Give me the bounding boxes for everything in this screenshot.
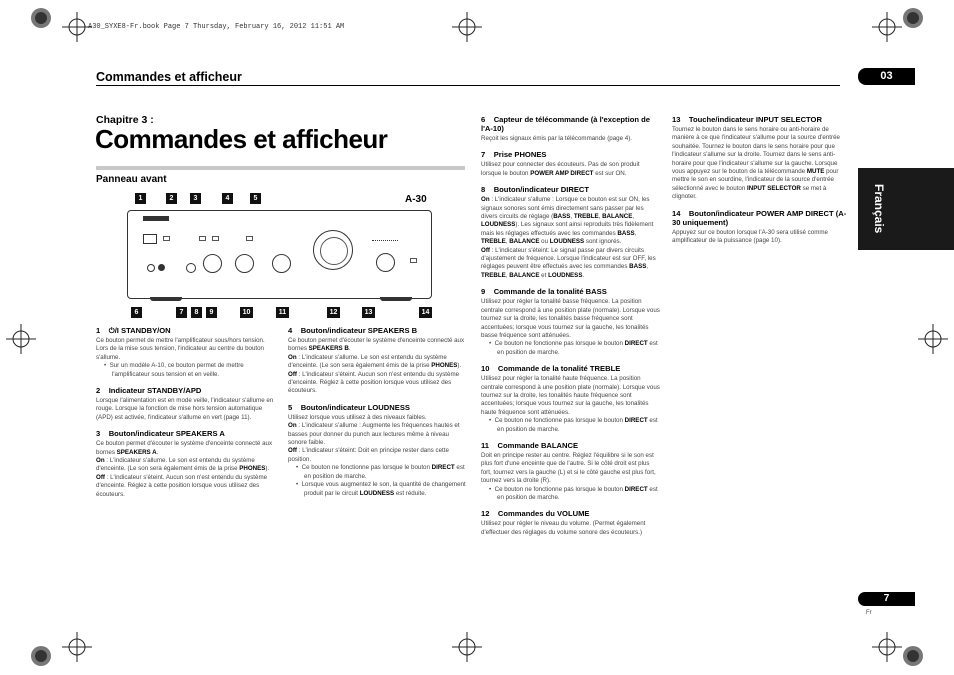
print-info-line: A30_SYXE8-Fr.book Page 7 Thursday, February 16, 2012 11:51 AM — [88, 23, 345, 31]
standby-button — [143, 234, 157, 244]
item-heading: 8 Bouton/indicateur DIRECT — [481, 185, 590, 195]
crosshair-mark — [872, 12, 902, 42]
chapter-number-badge: 03 — [858, 68, 915, 85]
item-heading: 4 Bouton/indicateur SPEAKERS B — [288, 326, 418, 335]
callout-number: 4 — [222, 193, 233, 204]
direct-button — [186, 263, 196, 273]
panel-foot — [150, 297, 182, 301]
phones-jack — [158, 264, 165, 271]
page-number: 7 — [858, 592, 915, 606]
column-2: 4 Bouton/indicateur SPEAKERS B Ce bouton permet d'écouter le système d'enceinte connecté aux bornes SPEAKERS B. On : L'indicateur s'allume. Le son est entendu du système d'enceinte. (Le son sera également émis de la prise PHONES). Off : L'indicateur s'éteint. Aucun son n'est entendu du système d'enceinte. Réglez à cette position lorsque vous utilisez des écouteurs. 5 Bouton/indicateur LOUDNESS Utilisez lorsque vous utilisez à des niveaux faibles. On : L'indicateur s'allume : Augmente les fréquences hautes et basses pour donner du punch aux lectures même à niveau sonore faible. Off : L'indicateur s'éteint: Doit en principe rester dans cette position. • Ce bouton ne fonctionne pas lorsque le bouton DIRECT est en position de marche. • Lorsque vous augmentez le son, la quantité de changement produit par le circuit LOUDNESS est réduite. — [288, 326, 466, 497]
title-rule — [96, 166, 465, 170]
model-label: A-30 — [405, 194, 427, 205]
crosshair-mark — [6, 324, 36, 354]
speakers-b-indicator — [212, 236, 219, 241]
item-heading: 12 Commandes du VOLUME — [481, 509, 590, 519]
registration-mark — [902, 645, 924, 667]
column-3: 6 Capteur de télécommande (à l'exception de l'A-10) Reçoit les signaux émis par la télécommande (page 4). 7 Prise PHONES Utilisez pour connecter des écouteurs. Pas de son produit lorsque le bouton POWER AMP DIRECT est sur ON. 8 Bouton/indicateur DIRECT On : L'indicateur s'allume : Lorsque ce bouton est sur ON, les signaux sonores sont émis directement sans passer par les divers circuits de réglage (BASS, TREBLE, BALANCE, LOUDNESS). Les signaux sont ainsi reproduits très fidèlement mais les réglages effectués avec les commandes BASS, TREBLE, BALANCE ou LOUDNESS sont ignorés. Off : L'indicateur s'éteint: Le signal passe par divers circuits d'ajustement de fréquence. Lorsque l'indicateur est sur OFF, les réglages peuvent être effectués avec les commandes BASS, TREBLE, BALANCE et LOUDNESS. 9 Commande de la tonalité BASS Utilisez pour régler la tonalité basse fréquence. La position centrale correspond à une position plate (normale). Lorsque vous tournez sur la droite, les tonalités basse fréquence sont accentuées; lorsque vous tournez sur la gauche, les tonalités basse fréquence sont atténuées. • Ce bouton ne fonctionne pas lorsque le bouton DIRECT est en position de marche. 10 Commande de la tonalité TREBLE Utilisez pour régler la tonalité haute fréquence. La position centrale correspond à une position plate (normale). Lorsque vous tournez sur la droite, les tonalités haute fréquence sont accentuées; lorsque vous tournez sur la gauche, les tonalités haute fréquence sont atténuées. • Ce bouton ne fonctionne pas lorsque le bouton DIRECT est en position de marche. 11 Commande BALANCE Doit en principe rester au centre. Réglez l'équilibre si le son est plus fort d'une enceinte que de l'autre. Si le côté droit est plus fort, tournez vers la gauche (L) et si le côté gauche est plus fort, tournez vers la droite (R). • Ce bouton ne fonctionne pas lorsque le bouton DIRECT est en position de marche. 12 Commandes du VOLUME Utilisez pour régler le niveau du volume. (Permet également d'effectuer des réglages du volume sonore des écouteurs.) — [481, 115, 660, 536]
callout-number: 14 — [419, 307, 432, 318]
registration-mark — [30, 645, 52, 667]
callout-number: 13 — [362, 307, 375, 318]
panel-foot — [380, 297, 412, 301]
remote-sensor — [147, 264, 155, 272]
crosshair-mark — [872, 632, 902, 662]
treble-knob — [235, 254, 254, 273]
power-amp-direct-indicator — [410, 258, 417, 263]
callout-number: 1 — [135, 193, 146, 204]
item-heading: 7 Prise PHONES — [481, 150, 547, 160]
page-title: Commandes et afficheur — [95, 124, 388, 154]
pioneer-logo — [143, 216, 169, 221]
balance-knob — [272, 254, 291, 273]
speakers-a-indicator — [199, 236, 206, 241]
input-selector-knob — [376, 253, 395, 272]
callout-number: 8 — [191, 307, 202, 318]
callout-number: 10 — [240, 307, 253, 318]
crosshair-mark — [452, 12, 482, 42]
crosshair-mark — [452, 632, 482, 662]
callout-number: 7 — [176, 307, 187, 318]
standby-indicator — [163, 236, 170, 241]
registration-mark — [30, 7, 52, 29]
callout-number: 9 — [206, 307, 217, 318]
column-1: 1 ⏻/I STANDBY/ON Ce bouton permet de mettre l'amplificateur sous/hors tension. Lors de la mise sous tension, l'indicateur au centre du bouton s'allume. • Sur un modèle A-10, ce bouton permet de mettre l'amplificateur sous tension et en veille. 2 Indicateur STANDBY/APD Lorsque l'alimentation est en mode veille, l'indicateur s'allume en rouge. Lorsque la fonction de mise hors tension automatique (APD) est activée, l'indicateur s'allume en vert (page 11). 3 Bouton/indicateur SPEAKERS A Ce bouton permet d'écouter le système d'enceinte connecté aux bornes SPEAKERS A. On : L'indicateur s'allume. Le son est entendu du système d'enceinte. (Le son sera également émis de la prise PHONES). Off : L'indicateur s'éteint. Aucun son n'est entendu du système d'enceinte. Réglez à cette position lorsque vous utilisez des écouteurs. — [96, 326, 274, 498]
callout-number: 6 — [131, 307, 142, 318]
page-language: Fr — [866, 610, 872, 616]
callout-number: 3 — [190, 193, 201, 204]
callout-number: 5 — [250, 193, 261, 204]
chapter-label: Chapitre 3 : — [96, 114, 154, 126]
registration-mark — [902, 7, 924, 29]
volume-knob-center — [320, 237, 348, 265]
item-heading: 14 Bouton/indicateur POWER AMP DIRECT (A-30 uniquement) — [672, 208, 847, 227]
callout-number: 12 — [327, 307, 340, 318]
input-selector-indicators — [372, 240, 398, 245]
callout-number: 2 — [166, 193, 177, 204]
item-heading: 6 Capteur de télécommande (à l'exception de l'A-10) — [481, 115, 650, 133]
item-heading: 11 Commande BALANCE — [481, 440, 579, 450]
language-tab-label: Français — [872, 184, 886, 234]
item-heading: 5 Bouton/indicateur LOUDNESS — [288, 402, 410, 412]
loudness-indicator — [246, 236, 253, 241]
item-heading: 10 Commande de la tonalité TREBLE — [481, 364, 621, 374]
item-heading: 13 Touche/indicateur INPUT SELECTOR — [672, 115, 822, 124]
section-heading: Panneau avant — [96, 174, 167, 185]
item-heading: 9 Commande de la tonalité BASS — [481, 287, 607, 297]
item-heading: 2 Indicateur STANDBY/APD — [96, 386, 202, 396]
column-4: 13 Touche/indicateur INPUT SELECTOR Tournez le bouton dans le sens horaire ou anti-horaire de manière à ce que l'indicateur s'allume pour la source d'entrée souhaitée. Tournez le bouton dans le sens horaire pour que l'indicateur s'allume sur la droite. Tournez dans le sens anti-horaire pour que l'indicateur s'allume sur la gauche. Lorsque vous appuyez sur le bouton de la télécommande MUTE pour mettre le son en sourdine, l'indicateur de la source d'entrée sélectionné avec le bouton INPUT SELECTOR se met à clignoter. 14 Bouton/indicateur POWER AMP DIRECT (A-30 uniquement) Appuyez sur ce bouton lorsque l'A-30 sera utilisé comme amplificateur de la puissance (page 10). — [672, 115, 852, 245]
callout-number: 11 — [276, 307, 289, 318]
crosshair-mark — [918, 324, 948, 354]
bass-knob — [203, 254, 222, 273]
header-title: Commandes et afficheur — [96, 70, 242, 84]
item-heading: 3 Bouton/indicateur SPEAKERS A — [96, 429, 225, 439]
item-heading: 1 ⏻/I STANDBY/ON — [96, 326, 171, 335]
crosshair-mark — [62, 632, 92, 662]
